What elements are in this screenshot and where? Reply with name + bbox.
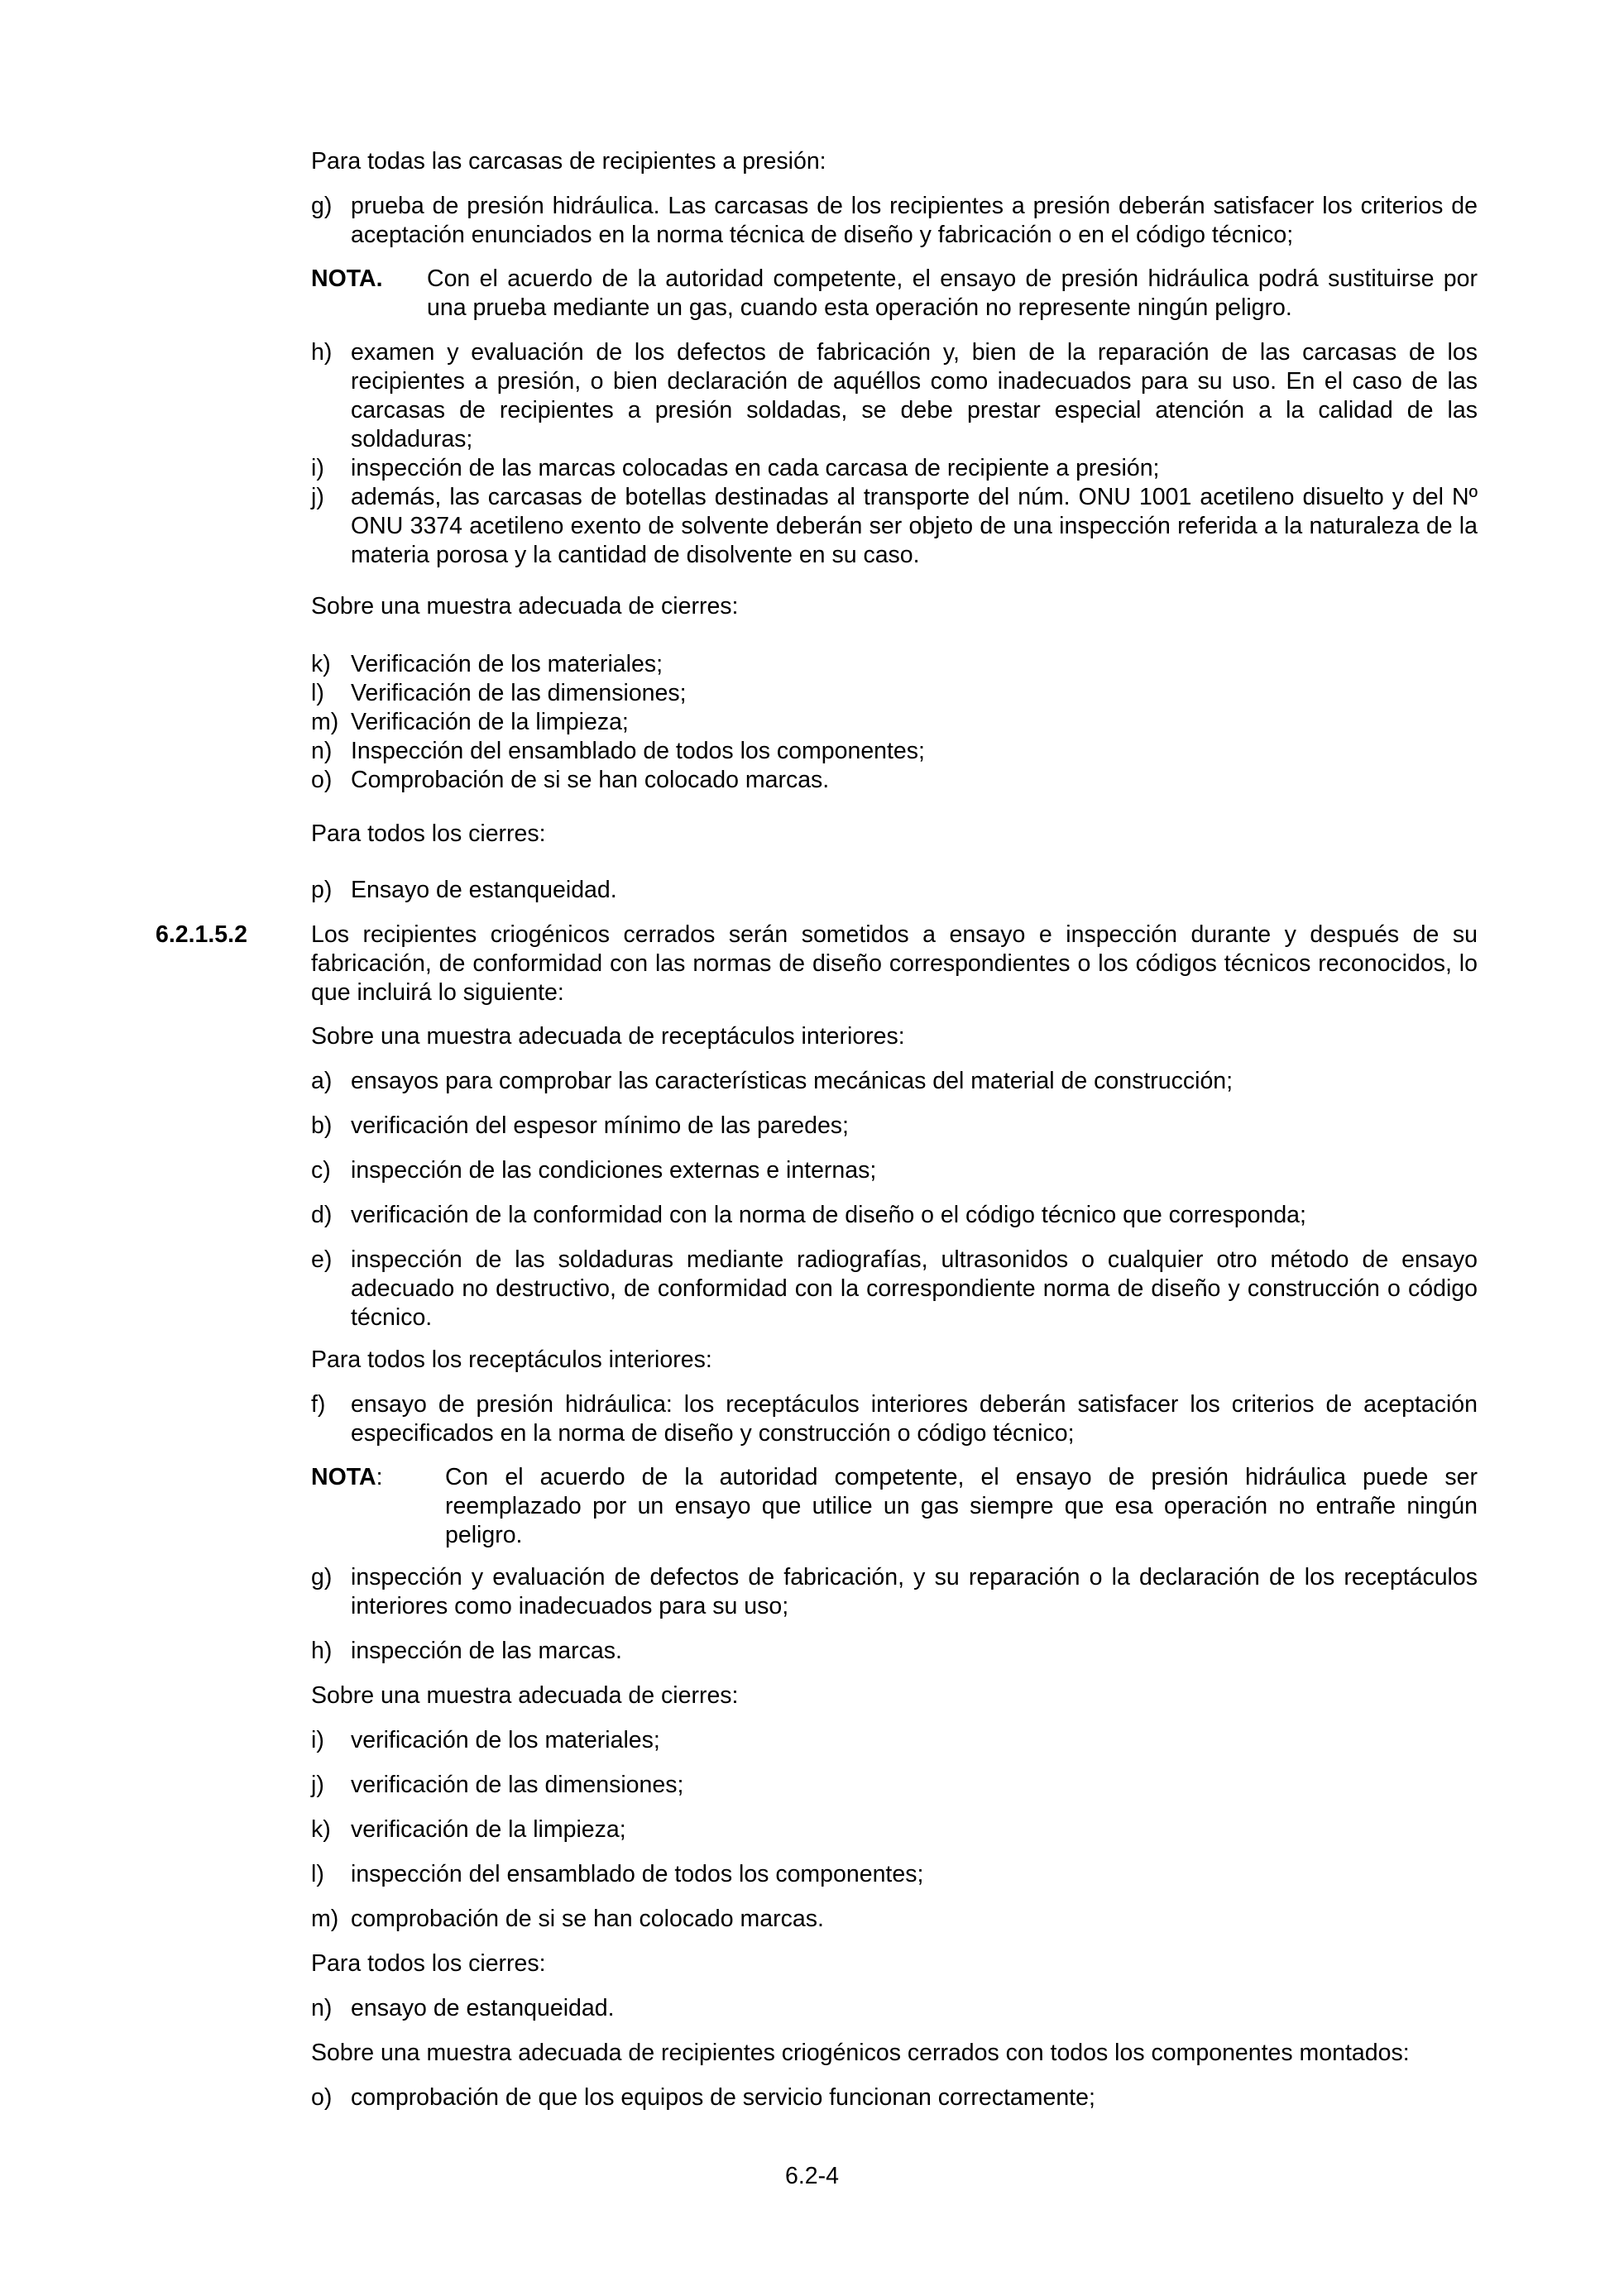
list-item [311, 650, 1478, 679]
intro-closures-sample [311, 592, 1478, 621]
intro-pressure-shells [311, 147, 1478, 176]
list-label: g) [311, 1564, 333, 1590]
paragraph: Para todas las carcasas de recipientes a presión: [311, 148, 826, 175]
list-item [311, 338, 1478, 454]
list-text: inspección de las condiciones externas e internas; [351, 1157, 877, 1184]
intro-all-closures-2 [311, 1949, 1478, 1978]
list-label: k) [311, 1816, 331, 1843]
list-text: comprobación de si se han colocado marcas. [351, 1906, 824, 1932]
paragraph: Para todos los cierres: [311, 820, 546, 847]
paragraph: Para todos los cierres: [311, 1950, 546, 1977]
list-item [311, 1994, 1478, 2023]
list-text: examen y evaluación de los defectos de fabricación y, bien de la reparación de las carcasas de los recipientes a presión, o bien declaración de aquéllos como inadecuados para su uso. En el caso de las carcasas de recipientes a presión soldadas, se debe prestar especial atención a la calidad de las soldaduras; [351, 339, 1478, 452]
list-label: c) [311, 1157, 331, 1184]
paragraph: Los recipientes criogénicos cerrados serán sometidos a ensayo e inspección durante y después de su fabricación, de conformidad con las normas de diseño correspondientes o los códigos técnicos reconocidos, lo que incluirá lo siguiente: [311, 921, 1478, 1006]
list-text: verificación de las dimensiones; [351, 1772, 684, 1798]
intro-closures-sample-2 [311, 1681, 1478, 1710]
list-label: p) [311, 877, 333, 903]
list-label: k) [311, 651, 331, 677]
paragraph: Sobre una muestra adecuada de cierres: [311, 1682, 739, 1709]
list-text: verificación de la limpieza; [351, 1816, 626, 1843]
list-item [311, 2083, 1478, 2112]
paragraph: Para todos los receptáculos interiores: [311, 1347, 712, 1373]
list-text: inspección del ensamblado de todos los componentes; [351, 1861, 924, 1887]
list-item [311, 1246, 1478, 1332]
list-k-to-o [311, 650, 1478, 795]
list-label: m) [311, 709, 339, 735]
list-label: i) [311, 455, 324, 481]
paragraph: Sobre una muestra adecuada de receptáculos interiores: [311, 1023, 905, 1050]
list-item [311, 1860, 1478, 1889]
list-text: ensayo de estanqueidad. [351, 1995, 615, 2021]
list-item [311, 1726, 1478, 1755]
list-item [311, 1563, 1478, 1621]
list-text: Verificación de la limpieza; [351, 709, 629, 735]
note-text: Con el acuerdo de la autoridad competente, el ensayo de presión hidráulica puede ser reemplazado por un ensayo que utilice un gas siempre que esa operación no entrañe ningún peligro. [445, 1464, 1478, 1548]
list-text: inspección y evaluación de defectos de fabricación, y su reparación o la declaración de los receptáculos interiores como inadecuados para su uso; [351, 1564, 1478, 1619]
list-item [311, 737, 1478, 766]
list-item [311, 679, 1478, 708]
list-text: ensayos para comprobar las características mecánicas del material de construcción; [351, 1068, 1234, 1094]
list-item [311, 483, 1478, 570]
list-label: f) [311, 1391, 326, 1418]
list-label: o) [311, 2084, 333, 2111]
intro-inner-receptacles-sample [311, 1022, 1478, 1051]
note-label: NOTA: [311, 1464, 383, 1490]
intro-all-closures [311, 820, 1478, 849]
list-text: inspección de las marcas colocadas en cada carcasa de recipiente a presión; [351, 455, 1160, 481]
list-item [311, 1815, 1478, 1844]
list-text: Verificación de los materiales; [351, 651, 663, 677]
note-block [311, 265, 1478, 323]
section-body [311, 921, 1478, 1007]
list-item [311, 1771, 1478, 1800]
list-text: Inspección del ensamblado de todos los componentes; [351, 738, 925, 764]
list-item [311, 1637, 1478, 1666]
list-text: verificación del espesor mínimo de las paredes; [351, 1112, 849, 1139]
list-label: j) [311, 1772, 324, 1798]
list-label: i) [311, 1727, 324, 1753]
list-text: verificación de la conformidad con la norma de diseño o el código técnico que corresponda; [351, 1202, 1306, 1228]
list-label: d) [311, 1202, 333, 1228]
list-label: h) [311, 339, 333, 366]
list-item [311, 708, 1478, 737]
list-label: l) [311, 680, 324, 706]
list-label: o) [311, 767, 333, 793]
list-item [311, 1390, 1478, 1448]
page-number: 6.2-4 [785, 2163, 839, 2189]
list-item [311, 766, 1478, 795]
list-label: j) [311, 484, 324, 510]
list-text: además, las carcasas de botellas destinadas al transporte del núm. ONU 1001 acetileno disuelto y del Nº ONU 3374 acetileno exento de solvente deberán ser objeto de una inspección referida a la naturaleza de la materia porosa y la cantidad de disolvente en su caso. [351, 484, 1478, 568]
list-label: g) [311, 193, 333, 219]
paragraph: Sobre una muestra adecuada de cierres: [311, 593, 739, 619]
list-item [311, 876, 1478, 905]
list-label: e) [311, 1246, 333, 1273]
list-text: inspección de las soldaduras mediante radiografías, ultrasonidos o cualquier otro método de ensayo adecuado no destructivo, de conformidad con la correspondiente norma de diseño y construcción o código técnico. [351, 1246, 1478, 1331]
section-number: 6.2.1.5.2 [156, 921, 247, 948]
list-text: Verificación de las dimensiones; [351, 680, 687, 706]
paragraph: Sobre una muestra adecuada de recipientes criogénicos cerrados con todos los componentes montados: [311, 2040, 1410, 2066]
list-text: comprobación de que los equipos de servicio funcionan correctamente; [351, 2084, 1095, 2111]
list-label: l) [311, 1861, 324, 1887]
list-label: n) [311, 1995, 333, 2021]
intro-all-inner-receptacles [311, 1346, 1478, 1375]
list-text: inspección de las marcas. [351, 1638, 622, 1664]
list-item [311, 1201, 1478, 1230]
intro-closed-cryogenic-sample [311, 2039, 1478, 2068]
list-label: h) [311, 1638, 333, 1664]
list-item [311, 1112, 1478, 1141]
list-item [311, 1905, 1478, 1934]
list-text: prueba de presión hidráulica. Las carcasas de los recipientes a presión deberán satisfacer los criterios de aceptación enunciados en la norma técnica de diseño y fabricación o en el código técnico; [351, 193, 1478, 248]
note-block [311, 1463, 1478, 1550]
list-text: verificación de los materiales; [351, 1727, 660, 1753]
note-label: NOTA. [311, 265, 383, 292]
list-text: ensayo de presión hidráulica: los receptáculos interiores deberán satisfacer los criterios de aceptación especificados en la norma de diseño y construcción o código técnico; [351, 1391, 1478, 1447]
list-item [311, 192, 1478, 250]
list-item [311, 454, 1478, 483]
list-label: a) [311, 1068, 333, 1094]
list-text: Comprobación de si se han colocado marcas. [351, 767, 830, 793]
list-label: m) [311, 1906, 339, 1932]
list-label: b) [311, 1112, 333, 1139]
list-label: n) [311, 738, 333, 764]
list-text: Ensayo de estanqueidad. [351, 877, 617, 903]
note-text: Con el acuerdo de la autoridad competente, el ensayo de presión hidráulica podrá sustituirse por una prueba mediante un gas, cuando esta operación no represente ningún peligro. [427, 265, 1478, 321]
list-item [311, 1067, 1478, 1096]
list-item [311, 1156, 1478, 1185]
